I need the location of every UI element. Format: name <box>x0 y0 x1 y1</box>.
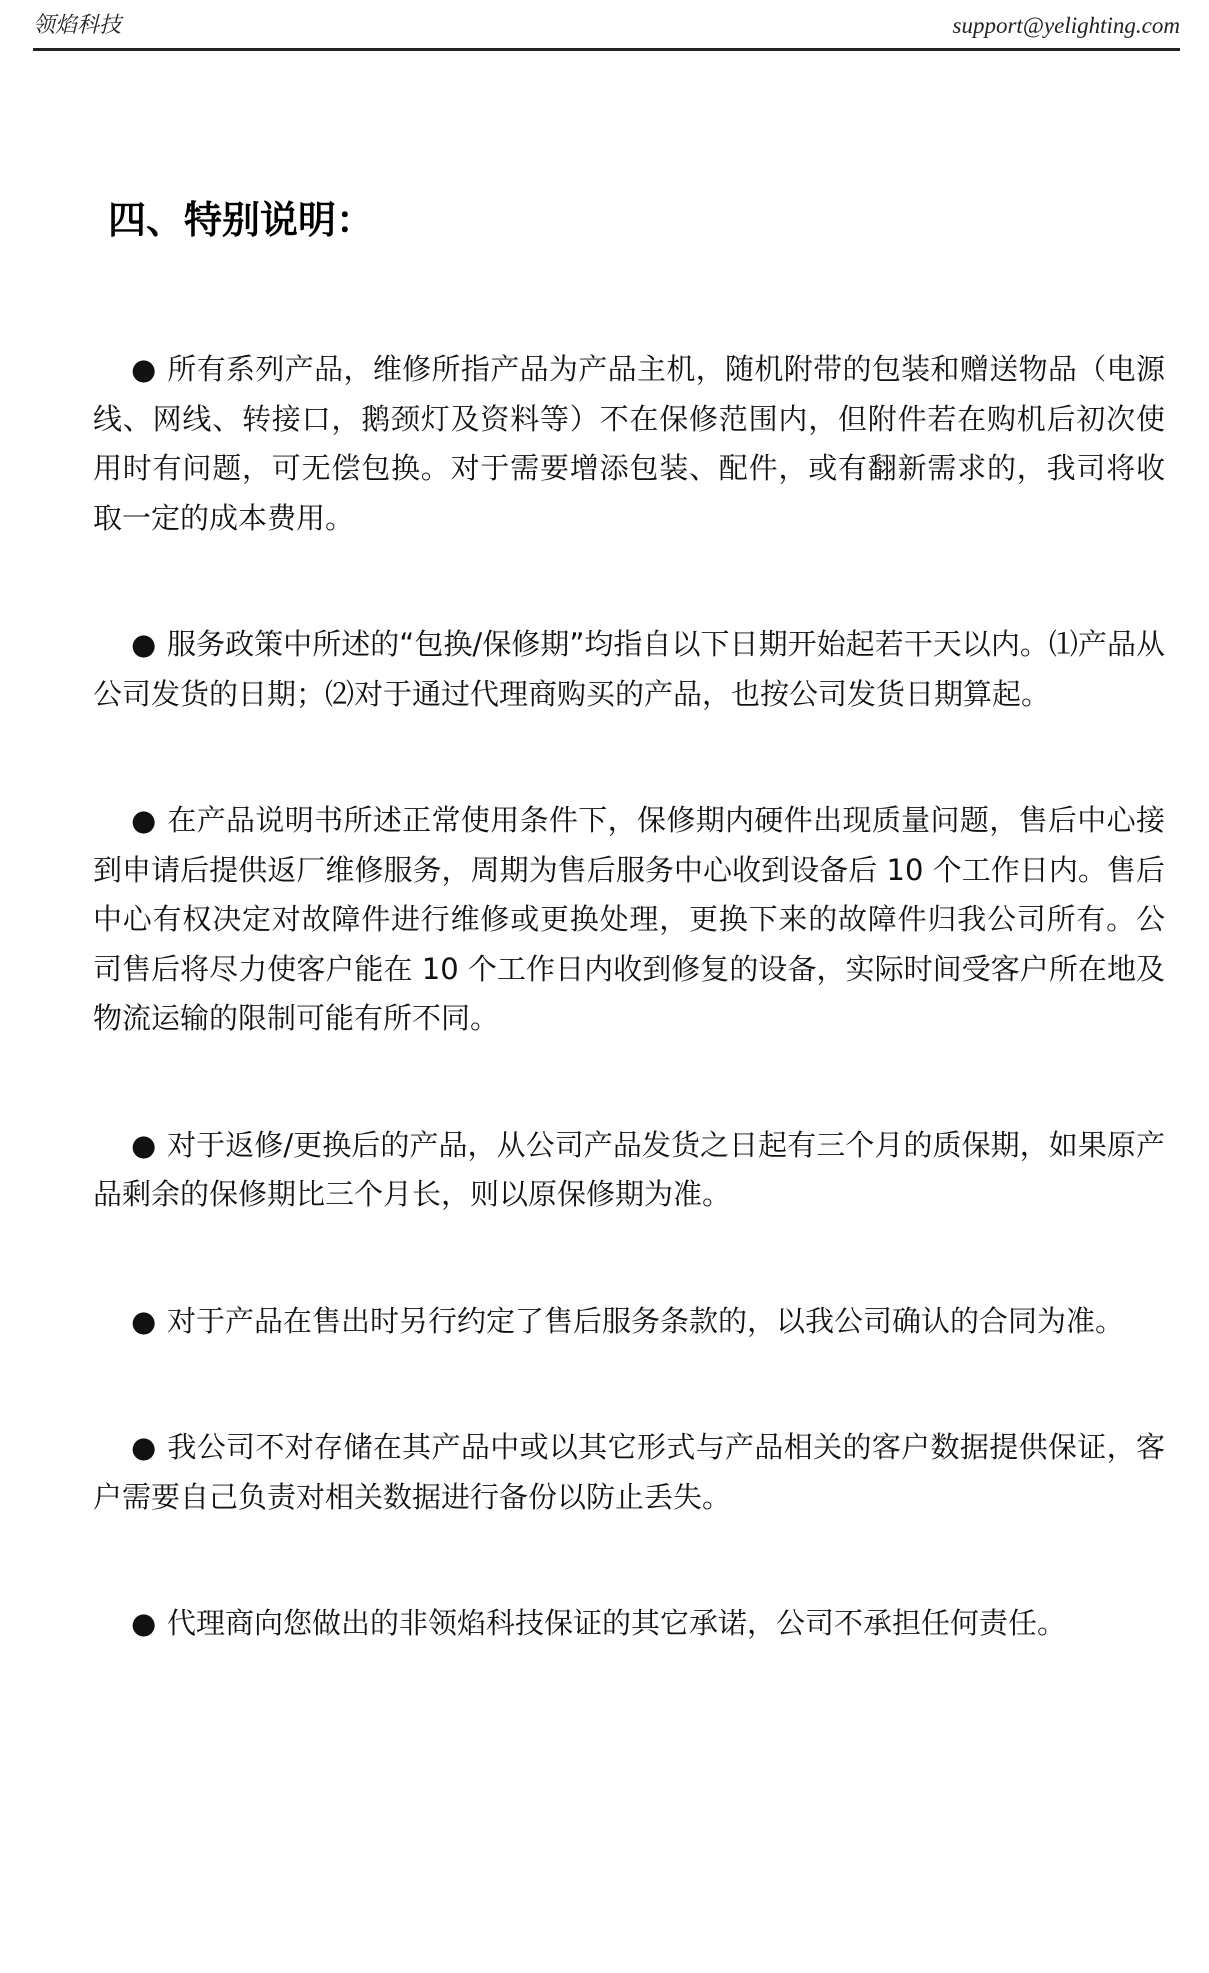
section-title: 四、特别说明： <box>108 198 375 242</box>
note-item-1 <box>93 345 1165 543</box>
bullet-icon: ● <box>131 803 157 837</box>
bullet-icon: ● <box>131 1303 157 1338</box>
note-item-4 <box>93 1121 1165 1220</box>
special-notes-list <box>93 345 1165 1649</box>
note-item-3 <box>93 796 1165 1044</box>
note-item-6 <box>93 1423 1165 1522</box>
note-text: 服务政策中所述的“包换/保修期”均指自以下日期开始起若干天以内。⑴产品从公司发货的日期；⑵对于通过代理商购买的产品，也按公司发货日期算起。 <box>93 627 1165 711</box>
page-header <box>33 0 1180 51</box>
note-item-5 <box>93 1297 1165 1347</box>
note-item-7 <box>93 1599 1165 1649</box>
bullet-icon: ● <box>131 352 157 386</box>
note-item-2 <box>93 620 1165 719</box>
header-support-email: support@yelighting.com <box>952 13 1180 38</box>
note-text: 在产品说明书所述正常使用条件下，保修期内硬件出现质量问题，售后中心接到申请后提供返厂维修服务，周期为售后服务中心收到设备后 10 个工作日内。售后中心有权决定对故障件进行维修或更换处理，更换下来的故障件归我公司所有。公司售后将尽力使客户能在 10 个工作日内收到修复的设备，实际时间受客户所在地及物流运输的限制可能有所不同。 <box>93 803 1165 1035</box>
note-text: 所有系列产品，维修所指产品为产品主机，随机附带的包装和赠送物品（电源线、网线、转接口，鹅颈灯及资料等）不在保修范围内，但附件若在购机后初次使用时有问题，可无偿包换。对于需要增添包装、配件，或有翻新需求的，我司将收取一定的成本费用。 <box>93 352 1165 535</box>
bullet-icon: ● <box>131 627 157 661</box>
note-text: 我公司不对存储在其产品中或以其它形式与产品相关的客户数据提供保证，客户需要自己负责对相关数据进行备份以防止丢失。 <box>93 1430 1165 1514</box>
bullet-icon: ● <box>131 1127 157 1162</box>
bullet-icon: ● <box>131 1430 157 1464</box>
note-text: 代理商向您做出的非领焰科技保证的其它承诺，公司不承担任何责任。 <box>167 1606 1067 1640</box>
bullet-icon: ● <box>131 1606 157 1640</box>
header-company-name: 领焰科技 <box>33 13 122 38</box>
note-text: 对于返修/更换后的产品，从公司产品发货之日起有三个月的质保期，如果原产品剩余的保修期比三个月长，则以原保修期为准。 <box>93 1127 1165 1211</box>
note-text: 对于产品在售出时另行约定了售后服务条款的，以我公司确认的合同为准。 <box>167 1303 1125 1338</box>
